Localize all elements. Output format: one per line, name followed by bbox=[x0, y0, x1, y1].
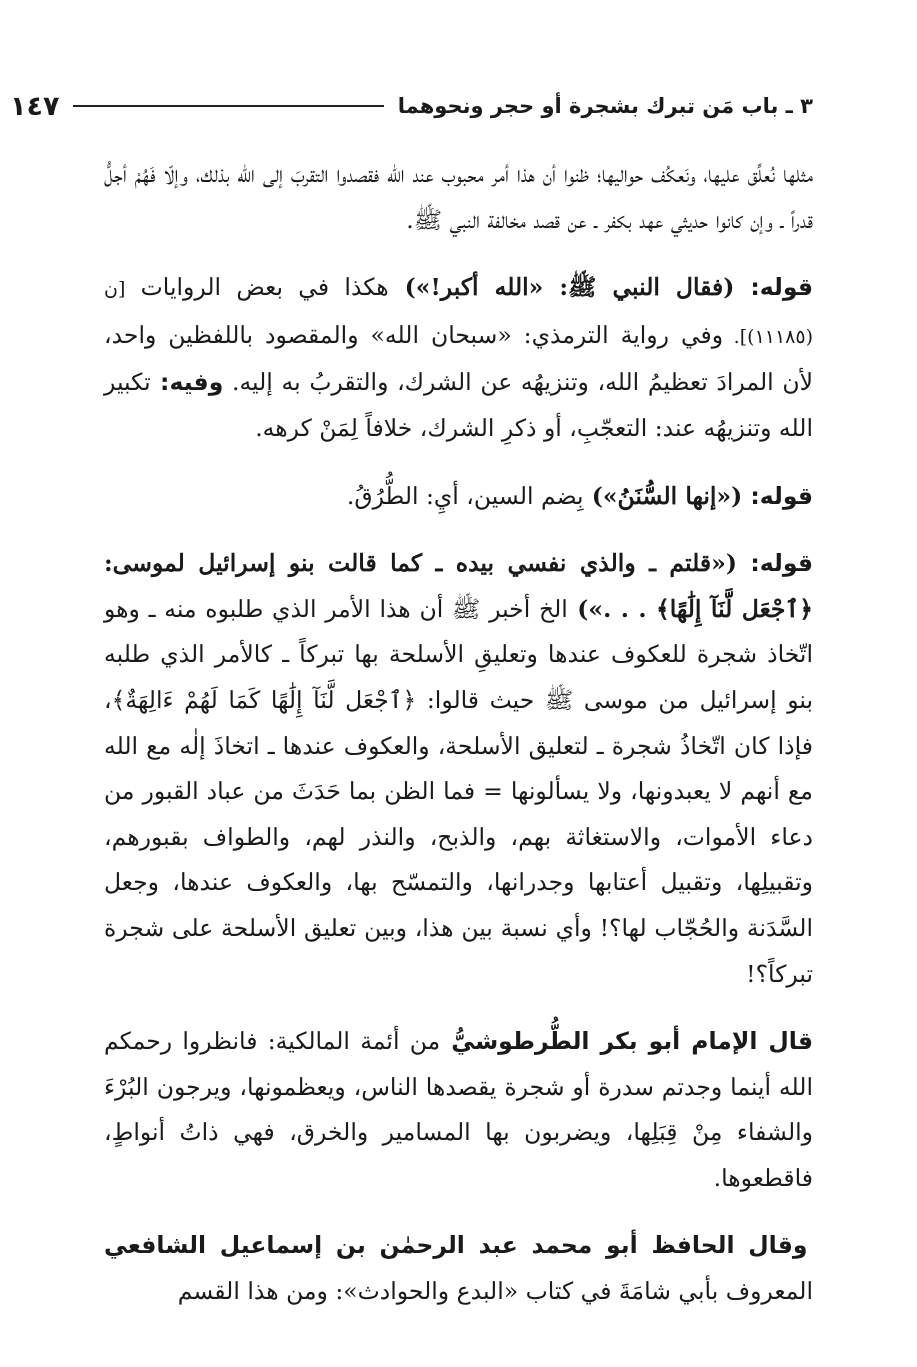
paragraph-2-text-3: تكبير الله وتنزيهُه عند: التعجّبِ، أو ذكرِ الشرك، خلافاً لِمَنْ كرهه. bbox=[104, 368, 813, 442]
paragraph-4 bbox=[104, 541, 813, 997]
paragraph-2-text-1: هكذا في بعض الروايات bbox=[125, 273, 389, 302]
paragraph-4-lead: قوله: bbox=[736, 549, 813, 578]
paragraph-6 bbox=[104, 1223, 813, 1314]
paragraph-5-text: من أئمة المالكية: فانظروا رحمكم الله أينما وجدتم سدرة أو شجرة يقصدها الناس، ويعظمونها، ويرجون البُرْءَ والشفاء مِنْ قِبَلِها، ويضربون بها المسامير والخرق، فهي ذاتُ أنواطٍ، فاقطعوها. bbox=[104, 1027, 813, 1192]
paragraph-4-quote: («قلتم ـ والذي نفسي بيده ـ كما قالت بنو إسرائيل لموسى: ﴿ٱجْعَل لَّنَآ إِلَٰهًا﴾ . . .») bbox=[104, 549, 813, 623]
paragraph-2-reference: [ن (١١١٨٥)]. bbox=[104, 278, 814, 348]
paragraph-3-text: بِضم السين، أيِ: الطُّرُقُ. bbox=[346, 481, 584, 510]
paragraph-2-quote: (فقال النبي ﷺ: «الله أكبر!») bbox=[388, 273, 735, 302]
header-rule bbox=[73, 105, 383, 107]
chapter-title: ٣ ـ باب مَن تبرك بشجرة أو حجر ونحوهما bbox=[397, 94, 813, 118]
paragraph-3 bbox=[104, 474, 813, 520]
paragraph-1-line-1: مثلها نُعلِّق عليها، ونَعكُف حواليها؛ ظنوا أن هذا أمر محبوب عند الله bbox=[379, 160, 814, 188]
paragraph-1-line-2: فقصدوا التقربَ إلى الله بذلك، وإلّا فَهُمْ أجلُّ قدراً ـ وإن كانوا bbox=[104, 160, 813, 234]
paragraph-6-lead: وقال الحافظ أبو محمد عبد الرحمٰن بن إسماعيل الشافعي bbox=[104, 1231, 808, 1260]
paragraph-2-fihi: وفيه: bbox=[150, 368, 224, 397]
page-header bbox=[10, 86, 813, 126]
paragraph-2-lead: قوله: bbox=[734, 273, 813, 302]
paragraph-2 bbox=[104, 265, 813, 451]
paragraph-6-text: المعروف بأبي شامَةَ في كتاب «البدع والحوادث»: ومن هذا القسم bbox=[177, 1277, 813, 1306]
paragraph-2-text-2: وفي رواية الترمذي: «سبحان الله» والمقصود باللفظين واحد، لأن المرادَ تعظيمُ الله، وتنزيهُه عن الشرك، والتقربُ به إليه. bbox=[104, 320, 813, 397]
page-body bbox=[104, 152, 813, 1337]
paragraph-5 bbox=[104, 1019, 813, 1201]
paragraph-1-line-3: حديثي عهد بكفر ـ عن قصد مخالفة النبي ﷺ. bbox=[406, 205, 709, 234]
paragraph-3-lead: قوله: bbox=[742, 481, 813, 510]
paragraph-5-lead: قال الإمام أبو بكر الطُّرطوشيُّ bbox=[440, 1027, 813, 1056]
paragraph-1 bbox=[104, 152, 813, 243]
paragraph-3-quote: («إنها السُّنَنُ») bbox=[583, 481, 743, 510]
page-number: ١٤٧ bbox=[10, 90, 60, 122]
paragraph-4-text: الخ أخبر ﷺ أن هذا الأمر الذي طلبوه منه ـ وهو اتّخاذ شجرة للعكوف عندها وتعليقِ الأسلحة بها تبركاً ـ كالأمر الذي طلبه بنو إسرائيل من موسى ﷺ حيث قالوا: ﴿ٱجْعَل لَّنَآ إِلَٰهًا كَمَا لَهُمْ ءَالِهَةٌ﴾، فإذا كان اتّخاذُ شجرة ـ لتعليق الأسلحة، والعكوف عندها ـ اتخاذَ إلٰه مع الله مع أنهم لا يعبدونها، ولا يسألونها = فما الظن بما حَدَثَ من عباد القبور من دعاء الأموات، والاستغاثة بهم، والذبح، والنذر لهم، والطواف بقبورهم، وتقبيلِها، وتقبيل أعتابها وجدرانها، والتمسّح بها، والعكوف عندها، وجعل السَّدَنة والحُجّاب لها؟! وأي نسبة بين هذا، وبين تعليق الأسلحة على شجرة تبركاً؟! bbox=[104, 594, 813, 988]
